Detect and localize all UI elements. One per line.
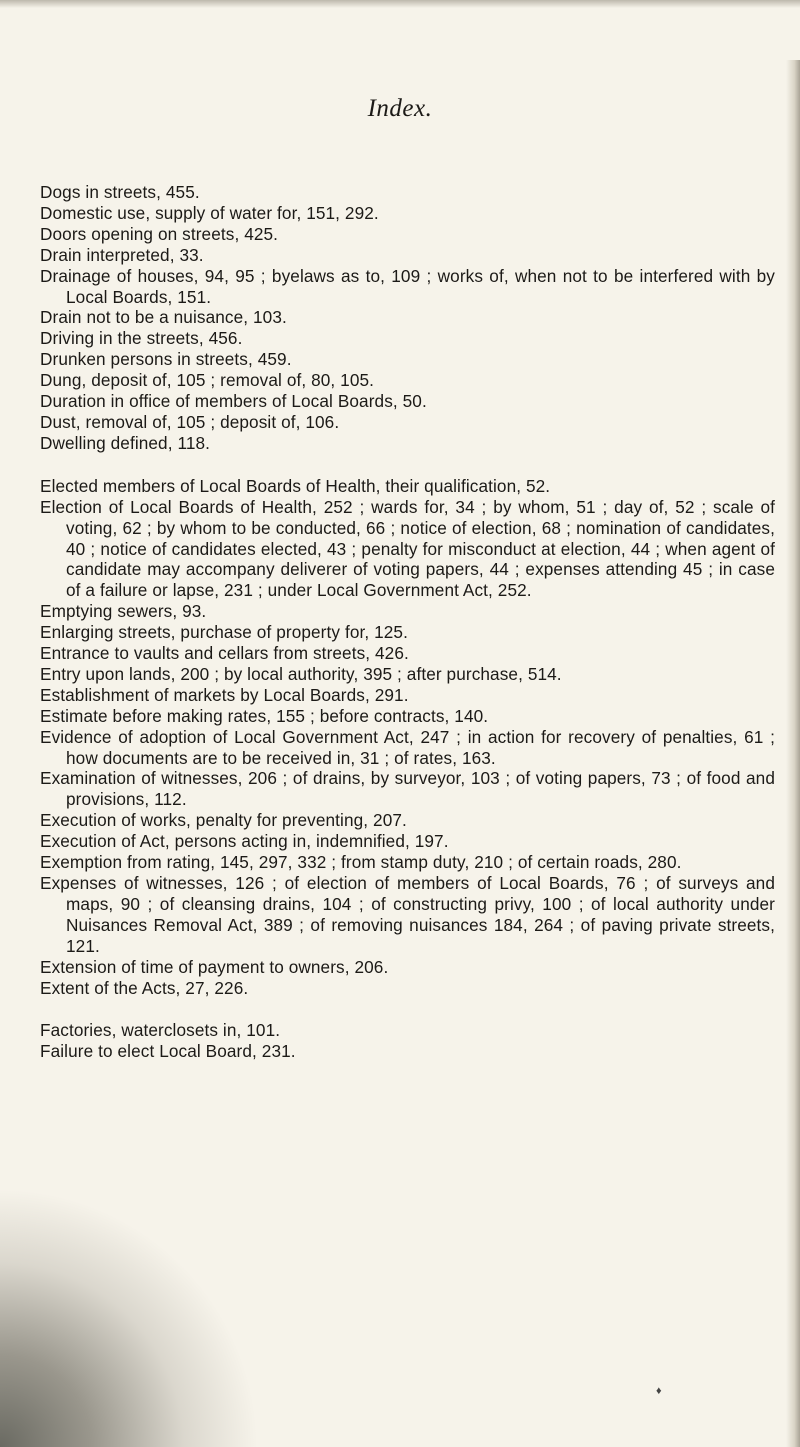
index-entry: Drunken persons in streets, 459. <box>40 349 292 370</box>
page-right-edge <box>786 60 800 1447</box>
index-entry: Estimate before making rates, 155 ; before contracts, 140. <box>40 705 489 726</box>
index-entry: Exemption from rating, 145, 297, 332 ; from stamp duty, 210 ; of certain roads, 280. <box>40 852 682 873</box>
index-entry: Evidence of adoption of Local Government Act, 247 ; in action for recovery of penalties, 61 ; how documents are to be received in, 31 ; of rates, 163. <box>40 726 775 768</box>
index-entry: Drainage of houses, 94, 95 ; byelaws as to, 109 ; works of, when not to be interfered with by Local Boards, 151. <box>40 265 775 307</box>
section-gap <box>40 454 775 476</box>
index-entry: Enlarging streets, purchase of property for, 125. <box>40 622 408 643</box>
index-list <box>40 182 775 1062</box>
index-entry: Drain not to be a nuisance, 103. <box>40 307 287 328</box>
index-entry: Duration in office of members of Local Boards, 50. <box>40 391 427 412</box>
index-entry: Entrance to vaults and cellars from streets, 426. <box>40 643 409 664</box>
index-entry: Election of Local Boards of Health, 252 ; wards for, 34 ; by whom, 51 ; day of, 52 ; scale of voting, 62 ; by whom to be conducted, 66 ; notice of election, 68 ; nomination of candidates, 40 ; notice of candidates elected, 43 ; penalty for misconduct at election, 44 ; when agent of candidate may accompany deliverer of voting papers, 44 ; expenses attending 45 ; in case of a failure or lapse, 231 ; under Local Government Act, 252. <box>40 496 775 601</box>
index-entry: Drain interpreted, 33. <box>40 244 204 265</box>
page-top-edge <box>0 0 800 8</box>
index-entry: Dogs in streets, 455. <box>40 182 200 202</box>
index-entry: Elected members of Local Boards of Health, their qualification, 52. <box>40 475 551 496</box>
index-entry: Dung, deposit of, 105 ; removal of, 80, 105. <box>40 370 375 391</box>
index-entry: Driving in the streets, 456. <box>40 328 243 349</box>
index-entry: Expenses of witnesses, 126 ; of election of members of Local Boards, 76 ; of surveys and maps, 90 ; of cleansing drains, 104 ; of constructing privy, 100 ; of local authority under Nuisances Removal Act, 389 ; of removing nuisances 184, 264 ; of paving private streets, 121. <box>40 873 775 956</box>
index-entry: Factories, waterclosets in, 101. <box>40 1020 281 1041</box>
index-entry: Execution of Act, persons acting in, indemnified, 197. <box>40 831 449 852</box>
index-entry: Doors opening on streets, 425. <box>40 223 279 244</box>
binding-shadow <box>0 1187 260 1447</box>
index-entry: Emptying sewers, 93. <box>40 601 207 622</box>
index-entry: Extension of time of payment to owners, 206. <box>40 956 389 977</box>
index-entry: Dwelling defined, 118. <box>40 432 211 453</box>
index-entry: Establishment of markets by Local Boards, 291. <box>40 684 409 705</box>
index-entry: Domestic use, supply of water for, 151, 292. <box>40 202 379 223</box>
index-entry: Examination of witnesses, 206 ; of drains, by surveyor, 103 ; of voting papers, 73 ; of food and provisions, 112. <box>40 768 775 810</box>
index-entry: Failure to elect Local Board, 231. <box>40 1041 296 1062</box>
index-entry: Entry upon lands, 200 ; by local authority, 395 ; after purchase, 514. <box>40 663 562 684</box>
page-title: Index. <box>367 95 433 122</box>
index-entry: Extent of the Acts, 27, 226. <box>40 977 249 998</box>
printer-mark: ♦ <box>656 1385 662 1397</box>
index-entry: Execution of works, penalty for preventing, 207. <box>40 810 407 831</box>
section-gap <box>40 998 775 1020</box>
index-entry: Dust, removal of, 105 ; deposit of, 106. <box>40 411 340 432</box>
